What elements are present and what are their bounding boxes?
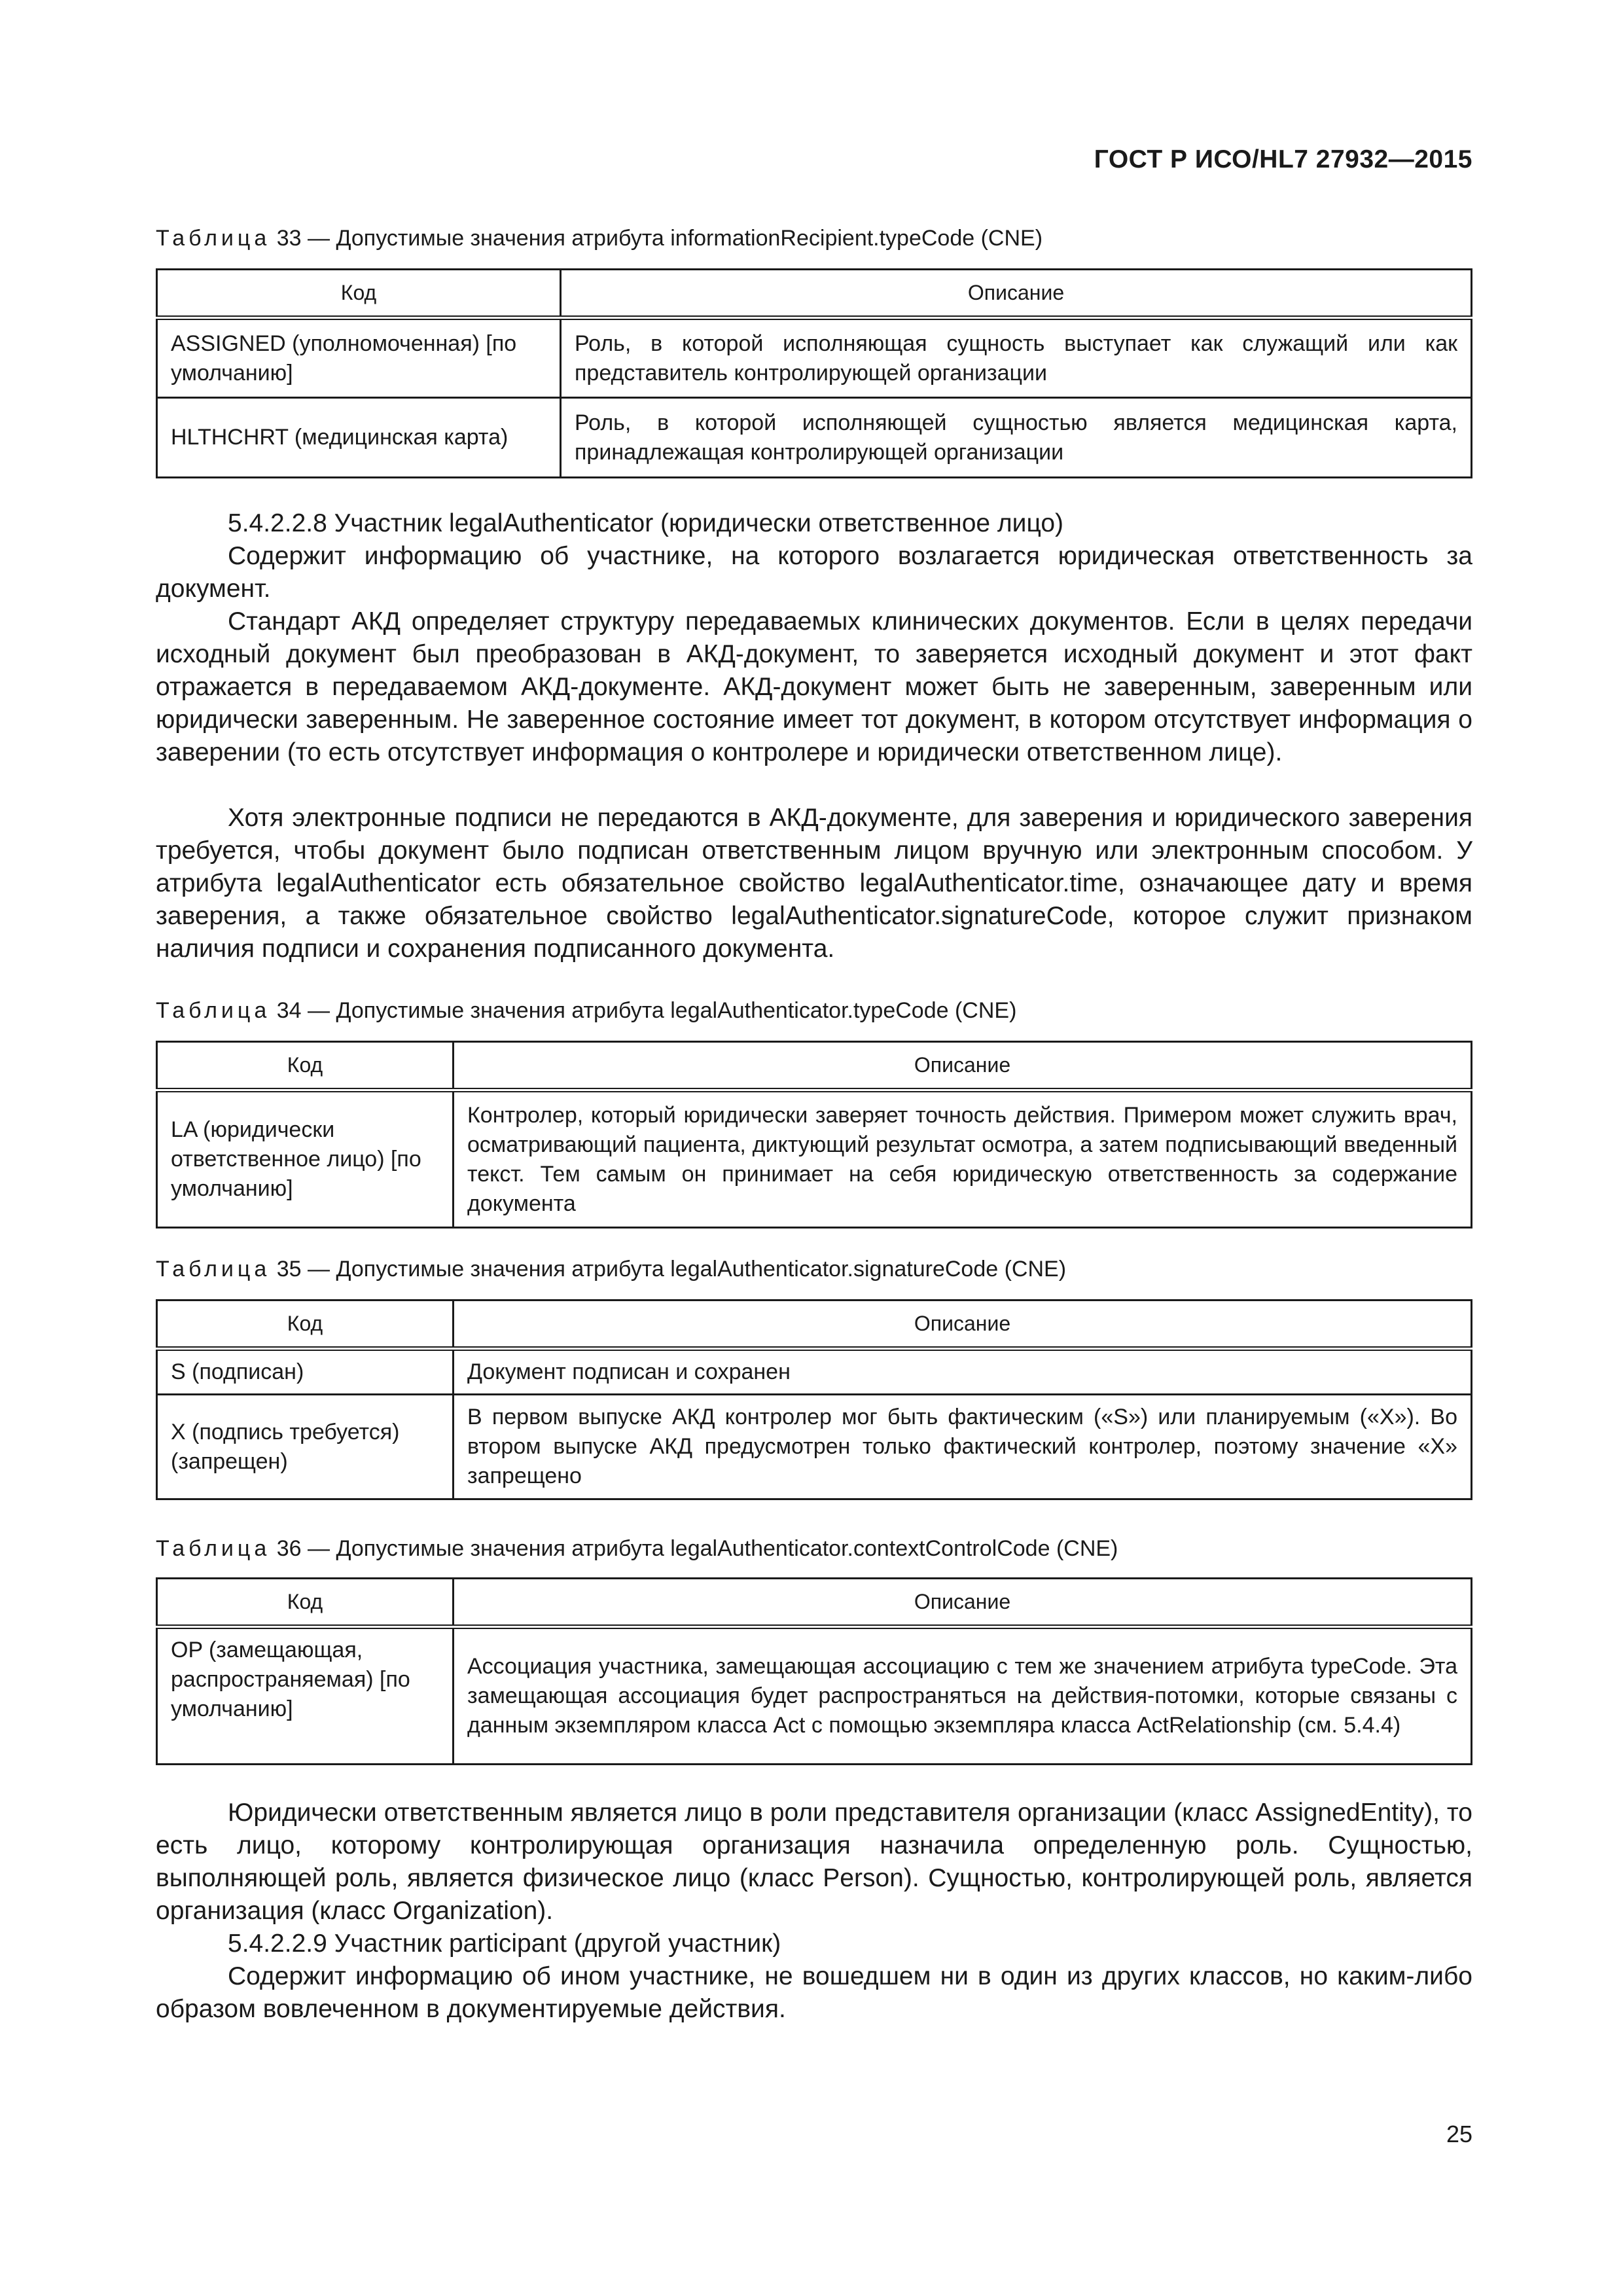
table-33-row-1-code: ASSIGNED (уполномоченная) [по умолчанию] [157, 318, 561, 398]
table-35-row-2-desc: В первом выпуске АКД контролер мог быть фактическим («S») или планируемым («X»). Во втором выпуске АКД предусмотрен только фактический контролер, поэтому значение «X» запрещено [454, 1395, 1472, 1499]
table-35-row-2-code: X (подпись требуется) (запрещен) [157, 1395, 454, 1499]
section-5-4-2-2-8-paragraph-1: Содержит информацию об участнике, на которого возлагается юридическая ответственность за документ. [156, 542, 1472, 603]
table-33-col-desc: Описание [561, 270, 1472, 318]
table-row [157, 1627, 1472, 1765]
table-33-row-2-code: HLTHCHRT (медицинская карта) [157, 398, 561, 478]
table-34 [156, 1041, 1472, 1229]
table-35 [156, 1299, 1472, 1500]
table-33-caption-text: 33 — Допустимые значения атрибута informationRecipient.typeCode (CNE) [270, 226, 1043, 251]
section-5-4-2-2-8-paragraph-3: Хотя электронные подписи не передаются в АКД-документе, для заверения и юридического заверения требуется, чтобы документ было подписан ответственным лицом вручную или электронным способом. У атрибута legalAuthenticator есть обязательное свойство legalAuthenticator.time, означающее дату и время заверения, а также обязательное свойство legalAuthenticator.signatureCode, которое служит признаком наличия подписи и сохранения подписанного документа. [156, 804, 1472, 963]
table-36-col-desc: Описание [454, 1579, 1472, 1627]
table-33-caption-label: Таблица [156, 226, 271, 251]
section-5-4-2-2-8-paragraph-2: Стандарт АКД определяет структуру передаваемых клинических документов. Если в целях передачи исходный документ был преобразован в АКД-документ, то заверяется исходный документ и этот факт отражается в передаваемом АКД-документе. АКД-документ может быть не заверенным, заверенным или юридически заверенным. Не заверенное состояние имеет тот документ, в котором отсутствует информация о заверении (то есть отсутствует информация о контролере и юридически ответственном лице). [156, 607, 1472, 766]
table-35-caption-label: Таблица [156, 1257, 271, 1282]
table-36-caption-label: Таблица [156, 1536, 271, 1561]
table-34-caption [156, 998, 1016, 1024]
table-36-row-1-code: OP (замещающая, распространяемая) [по умолчанию] [157, 1627, 454, 1765]
table-35-row-1-code: S (подписан) [157, 1349, 454, 1395]
table-36-col-code: Код [157, 1579, 454, 1627]
table-35-header-row [157, 1300, 1472, 1349]
table-36-caption-text: 36 — Допустимые значения атрибута legalAuthenticator.contextControlCode (CNE) [270, 1536, 1118, 1561]
section-heading-5-4-2-2-9: 5.4.2.2.9 Участник participant (другой участник) [228, 1929, 781, 1958]
table-36 [156, 1577, 1472, 1765]
table-33 [156, 268, 1472, 478]
table-34-col-code: Код [157, 1042, 454, 1090]
table-33-caption [156, 226, 1043, 251]
table-35-caption [156, 1257, 1066, 1282]
page-number: 25 [1446, 2121, 1472, 2147]
table-33-row-2-desc: Роль, в которой исполняющей сущностью является медицинская карта, принадлежащая контролирующей организации [561, 398, 1472, 478]
closing-paragraph-1: Юридически ответственным является лицо в роли представителя организации (класс AssignedEntity), то есть лицо, которому контролирующая организация назначила определенную роль. Сущностью, выполняющей роль, является физическое лицо (класс Person). Сущностью, контролирующей роль, является организация (класс Organization). [156, 1799, 1472, 1925]
table-row [157, 318, 1472, 398]
table-34-header-row [157, 1042, 1472, 1090]
table-34-caption-text: 34 — Допустимые значения атрибута legalAuthenticator.typeCode (CNE) [270, 998, 1017, 1023]
table-row [157, 1395, 1472, 1499]
table-34-caption-label: Таблица [156, 998, 271, 1023]
table-33-col-code: Код [157, 270, 561, 318]
document-code-header: ГОСТ Р ИСО/HL7 27932—2015 [1094, 145, 1472, 173]
table-row [157, 398, 1472, 478]
table-row [157, 1090, 1472, 1228]
closing-paragraph-2: Содержит информацию об ином участнике, не вошедшем ни в один из других классов, но каким-либо образом вовлеченном в документируемые действия. [156, 1962, 1472, 2023]
table-34-col-desc: Описание [454, 1042, 1472, 1090]
table-33-row-1-desc: Роль, в которой исполняющая сущность выступает как служащий или как представитель контролирующей организации [561, 318, 1472, 398]
table-35-col-code: Код [157, 1300, 454, 1349]
table-34-row-1-code: LA (юридически ответственное лицо) [по умолчанию] [157, 1090, 454, 1228]
table-34-row-1-desc: Контролер, который юридически заверяет точность действия. Примером может служить врач, осматривающий пациента, диктующий результат осмотра, а затем подписывающий введенный текст. Тем самым он принимает на себя юридическую ответственность за содержание документа [454, 1090, 1472, 1228]
table-36-row-1-desc: Ассоциация участника, замещающая ассоциацию с тем же значением атрибута typeCode. Эта замещающая ассоциация будет распространяться на действия-потомки, которые связаны с данным экземпляром класса Act с помощью экземпляра класса ActRelationship (см. 5.4.4) [454, 1627, 1472, 1765]
table-row [157, 1349, 1472, 1395]
table-35-caption-text: 35 — Допустимые значения атрибута legalAuthenticator.signatureCode (CNE) [270, 1257, 1067, 1282]
table-33-header-row [157, 270, 1472, 318]
section-heading-5-4-2-2-8: 5.4.2.2.8 Участник legalAuthenticator (юридически ответственное лицо) [228, 509, 1064, 537]
table-35-row-1-desc: Документ подписан и сохранен [454, 1349, 1472, 1395]
table-35-col-desc: Описание [454, 1300, 1472, 1349]
table-36-caption [156, 1536, 1118, 1562]
table-36-header-row [157, 1579, 1472, 1627]
